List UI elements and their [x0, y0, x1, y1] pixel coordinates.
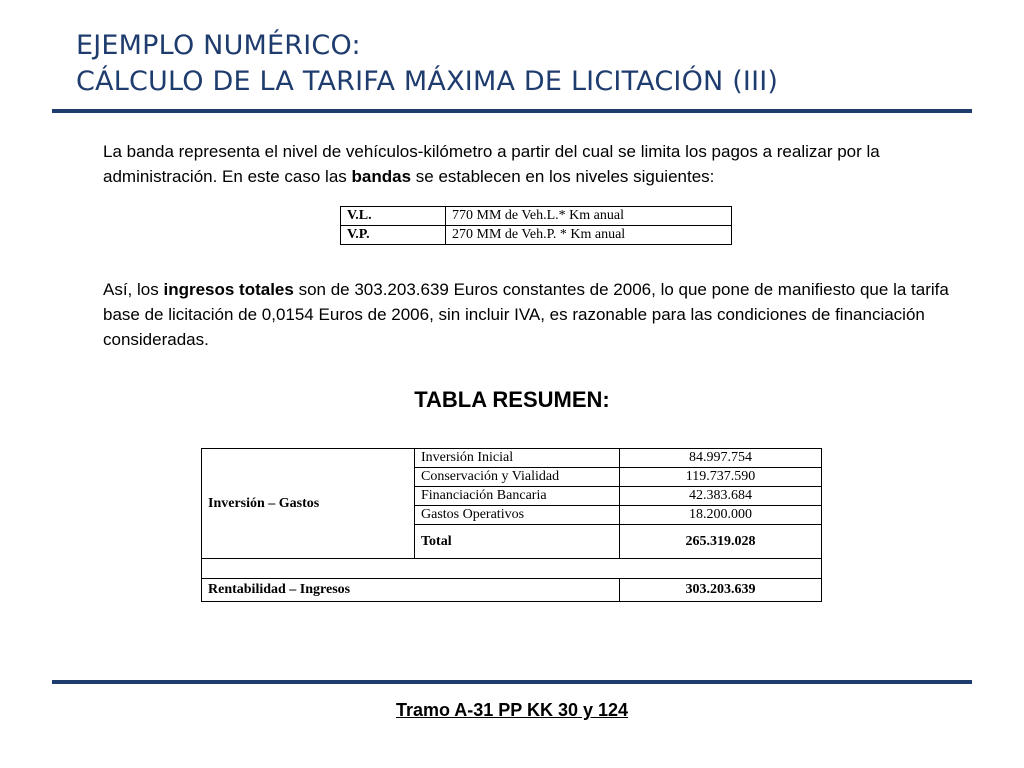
summary-item-value: 84.997.754 [620, 449, 822, 468]
summary-item-value: 18.200.000 [620, 506, 822, 525]
summary-ingresos-row [202, 579, 822, 602]
summary-item-label: Inversión Inicial [415, 449, 620, 468]
summary-item-value: 42.383.684 [620, 487, 822, 506]
intro-text-start: La banda representa el nivel de vehículos-kilómetro a partir del cual se limita los pagos a realizar por la administración. En este caso las [103, 142, 880, 186]
footer-divider [52, 680, 972, 684]
bands-row [341, 226, 732, 245]
revenue-text-end: son de 303.203.639 Euros constantes de 2006, lo que pone de manifiesto que la tarifa base de licitación de 0,0154 Euros de 2006, sin incluir IVA, es razonable para las condiciones de financiación consideradas. [103, 280, 949, 349]
summary-ingresos-value: 303.203.639 [620, 579, 822, 602]
summary-ingresos-label: Rentabilidad – Ingresos [202, 579, 620, 602]
band-key: V.L. [341, 207, 446, 226]
band-value: 770 MM de Veh.L.* Km anual [446, 207, 732, 226]
slide-title-line-2: CÁLCULO DE LA TARIFA MÁXIMA DE LICITACIÓN (III) [76, 66, 779, 97]
revenue-text-start: Así, los [103, 280, 164, 299]
intro-text-end: se establecen en los niveles siguientes: [411, 167, 715, 186]
summary-item-value: 119.737.590 [620, 468, 822, 487]
summary-item-label: Conservación y Vialidad [415, 468, 620, 487]
bands-row [341, 207, 732, 226]
summary-spacer-row [202, 559, 822, 579]
slide-title-line-1: EJEMPLO NUMÉRICO: [76, 30, 361, 61]
band-key: V.P. [341, 226, 446, 245]
summary-group-label: Inversión – Gastos [202, 449, 415, 559]
summary-total-value: 265.319.028 [620, 525, 822, 559]
summary-row [202, 449, 822, 468]
intro-paragraph [103, 139, 973, 189]
footer [0, 697, 1024, 723]
footer-label: Tramo A-31 PP KK 30 y 124 [395, 700, 629, 720]
title-divider [52, 109, 972, 113]
intro-bold-term: bandas [351, 167, 412, 186]
revenue-paragraph [103, 277, 973, 352]
revenue-bold-term: ingresos totales [163, 280, 294, 299]
summary-table [201, 448, 822, 602]
summary-total-label: Total [415, 525, 620, 559]
summary-item-label: Gastos Operativos [415, 506, 620, 525]
band-value: 270 MM de Veh.P. * Km anual [446, 226, 732, 245]
summary-item-label: Financiación Bancaria [415, 487, 620, 506]
slide-title [76, 28, 778, 100]
bands-table [340, 206, 732, 245]
summary-spacer-cell [202, 559, 822, 579]
summary-heading: TABLA RESUMEN: [414, 387, 610, 412]
